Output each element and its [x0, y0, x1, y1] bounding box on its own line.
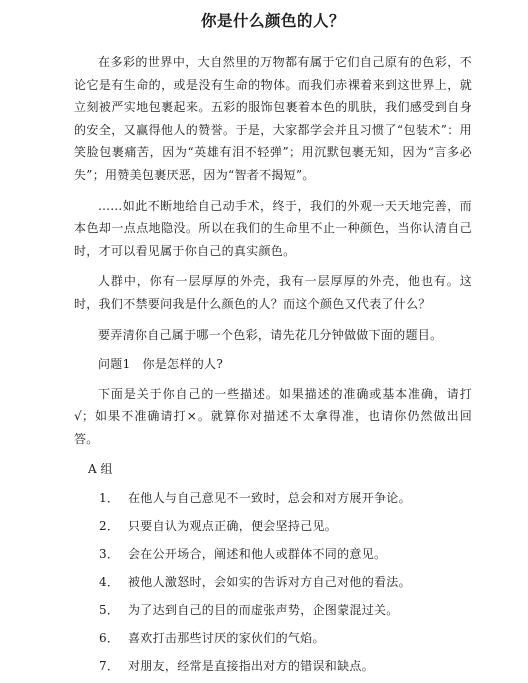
item-text: 在他人与自己意见不一致时，总会和对方展开争论。 [128, 490, 411, 505]
item-text: 喜欢打击那些讨厌的家伙们的气焰。 [128, 630, 325, 645]
item-text: 会在公开场合，阐述和他人或群体不同的意见。 [128, 546, 387, 561]
intro-paragraph-4: 要弄清你自己属于哪一个色彩，请先花几分钟做做下面的题目。 [98, 327, 443, 342]
question-title: 你是怎样的人? [142, 357, 224, 372]
question-number: 问题1 [98, 357, 131, 372]
item-text: 为了达到自己的目的而虚张声势，企图蒙混过关。 [128, 602, 399, 617]
item-text: 对朋友，经常是直接指出对方的错误和缺点。 [128, 658, 375, 673]
group-label: A 组 [88, 461, 113, 476]
list-item [74, 599, 472, 627]
item-number: 5． [99, 602, 120, 617]
item-text: 只要自认为观点正确，便会坚持己见。 [128, 518, 338, 533]
item-number: 4． [99, 574, 120, 589]
list-item [74, 571, 472, 599]
list-item [74, 515, 472, 543]
item-number: 1． [99, 490, 120, 505]
statement-list [74, 487, 472, 683]
item-number: 2． [99, 518, 120, 533]
item-number: 7． [99, 658, 120, 673]
item-text: 被他人激怒时，会如实的告诉对方自己对他的看法。 [128, 574, 411, 589]
list-item [74, 543, 472, 571]
instructions-paragraph: 下面是关于你自己的一些描述。如果描述的准确或基本准确，请打√；如果不准确请打×。就算你对描述不太拿得准，也请你仍然做出回答。 [74, 386, 472, 446]
question-heading [74, 353, 472, 376]
document-title: 你是什么颜色的人？ [200, 11, 345, 30]
list-item [74, 487, 472, 515]
list-item [74, 627, 472, 655]
item-number: 3． [99, 546, 120, 561]
intro-paragraph-1: 在多彩的世界中，大自然里的万物都有属于它们自己原有的色彩，不论它是有生命的，或是没有生命的物体。而我们赤裸着来到这世界上，就立刻被严实地包裹起来。五彩的服饰包裹着本色的肌肤，我们感受到自身的安全，又赢得他人的赞誉。于是，大家都学会并且习惯了“包装术”：用笑脸包裹痛苦，因为“英雄有泪不轻弹”；用沉默包裹无知，因为“言多必失”；用赞美包裹厌恶，因为“智者不揭短”。 [74, 55, 472, 182]
intro-paragraph-3: 人群中，你有一层厚厚的外壳，我有一层厚厚的外壳，他也有。这时，我们不禁要问我是什么颜色的人？而这个颜色又代表了什么？ [74, 274, 472, 311]
item-number: 6． [99, 630, 120, 645]
intro-paragraph-2: ……如此不断地给自己动手术，终于，我们的外观一天天地完善，而本色却一点点地隐没。所以在我们的生命里不止一种颜色，当你认清自己时，才可以看见属于你自己的真实颜色。 [74, 198, 472, 258]
